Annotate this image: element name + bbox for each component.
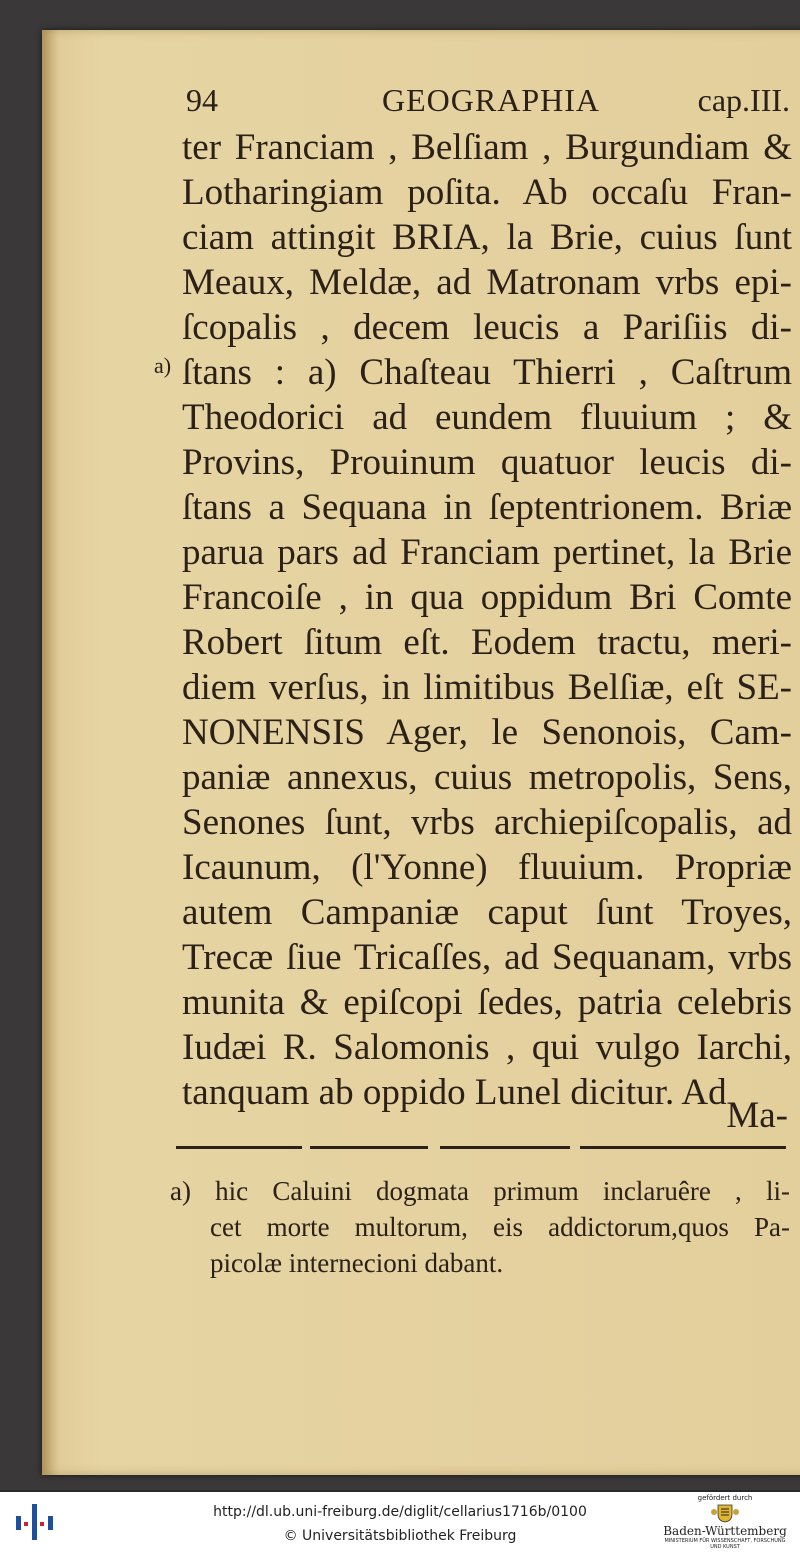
sponsor-name: Baden-Württemberg — [663, 1524, 787, 1538]
footnote-line: a) hic Caluini dogmata primum inclaruêre , li- — [170, 1176, 790, 1206]
text-line: Francoiſe , in qua oppidum Bri Comte — [182, 577, 792, 618]
footnote-line: picolæ internecioni dabant. — [210, 1248, 504, 1278]
sponsor-block — [660, 1494, 790, 1550]
text-line: tanquam ab oppido Lunel dicitur. Ad — [182, 1072, 727, 1113]
state-crest-icon — [710, 1503, 740, 1523]
text-line: ſtans : a) Chaſteau Thierri , Caſtrum — [182, 352, 792, 393]
text-line: Robert ſitum eſt. Eodem tractu, meri- — [182, 622, 792, 663]
sponsor-label: gefördert durch — [697, 1494, 753, 1502]
text-line: paniæ annexus, cuius metropolis, Sens, — [182, 757, 792, 798]
text-line: ter Franciam , Belſiam , Burgundiam & — [182, 127, 792, 168]
text-line: Icaunum, (l'Yonne) fluuium. Propriæ — [182, 847, 792, 888]
permalink-url[interactable]: http://dl.ub.uni-freiburg.de/diglit/cellarius1716b/0100 — [213, 1504, 587, 1520]
running-title: GEOGRAPHIA — [382, 82, 600, 118]
margin-note-marker: a) — [154, 353, 172, 378]
footnote-rule — [176, 1146, 302, 1149]
text-line: parua pars ad Franciam pertinet, la Brie — [182, 532, 792, 573]
footnote-rule — [580, 1146, 786, 1149]
text-line: ſtans a Sequana in ſeptentrionem. Briæ — [182, 487, 792, 528]
copyright-notice: © Universitätsbibliothek Freiburg — [283, 1528, 517, 1544]
text-line: Senones ſunt, vrbs archiepiſcopalis, ad — [182, 802, 792, 843]
text-line: ſcopalis , decem leucis a Pariſiis di- — [182, 307, 792, 348]
text-line: Trecæ ſiue Tricaſſes, ad Sequanam, vrbs — [182, 937, 792, 978]
chapter-label: cap.III. — [697, 82, 790, 118]
text-line: ciam attingit BRIA, la Brie, cuius ſunt — [182, 217, 792, 258]
text-line: autem Campaniæ caput ſunt Troyes, — [182, 892, 792, 933]
text-line: munita & epiſcopi ſedes, patria celebris — [182, 982, 792, 1023]
catchword: Ma- — [726, 1095, 788, 1136]
text-line: Provins, Prouinum quatuor leucis di- — [182, 442, 792, 483]
text-line: diem verſus, in limitibus Belſiæ, eſt SE- — [182, 667, 792, 708]
text-line: Theodorici ad eundem fluuium ; & — [182, 397, 792, 438]
text-line: Lotharingiam poſita. Ab occaſu Fran- — [182, 172, 792, 213]
viewer-footer — [0, 1492, 800, 1552]
sponsor-ministry: MINISTERIUM FÜR WISSENSCHAFT, FORSCHUNG UND KUNST — [664, 1538, 786, 1550]
page-number: 94 — [186, 82, 218, 118]
text-line: Meaux, Meldæ, ad Matronam vrbs epi- — [182, 262, 792, 303]
footnote-line: cet morte multorum, eis addictorum,quos Pa- — [210, 1212, 790, 1242]
page-header — [186, 82, 790, 122]
footnote-rule — [310, 1146, 428, 1149]
footnote-rule — [440, 1146, 570, 1149]
text-line: NONENSIS Ager, le Senonois, Cam- — [182, 712, 792, 753]
text-line: Iudæi R. Salomonis , qui vulgo Iarchi, — [182, 1027, 792, 1068]
